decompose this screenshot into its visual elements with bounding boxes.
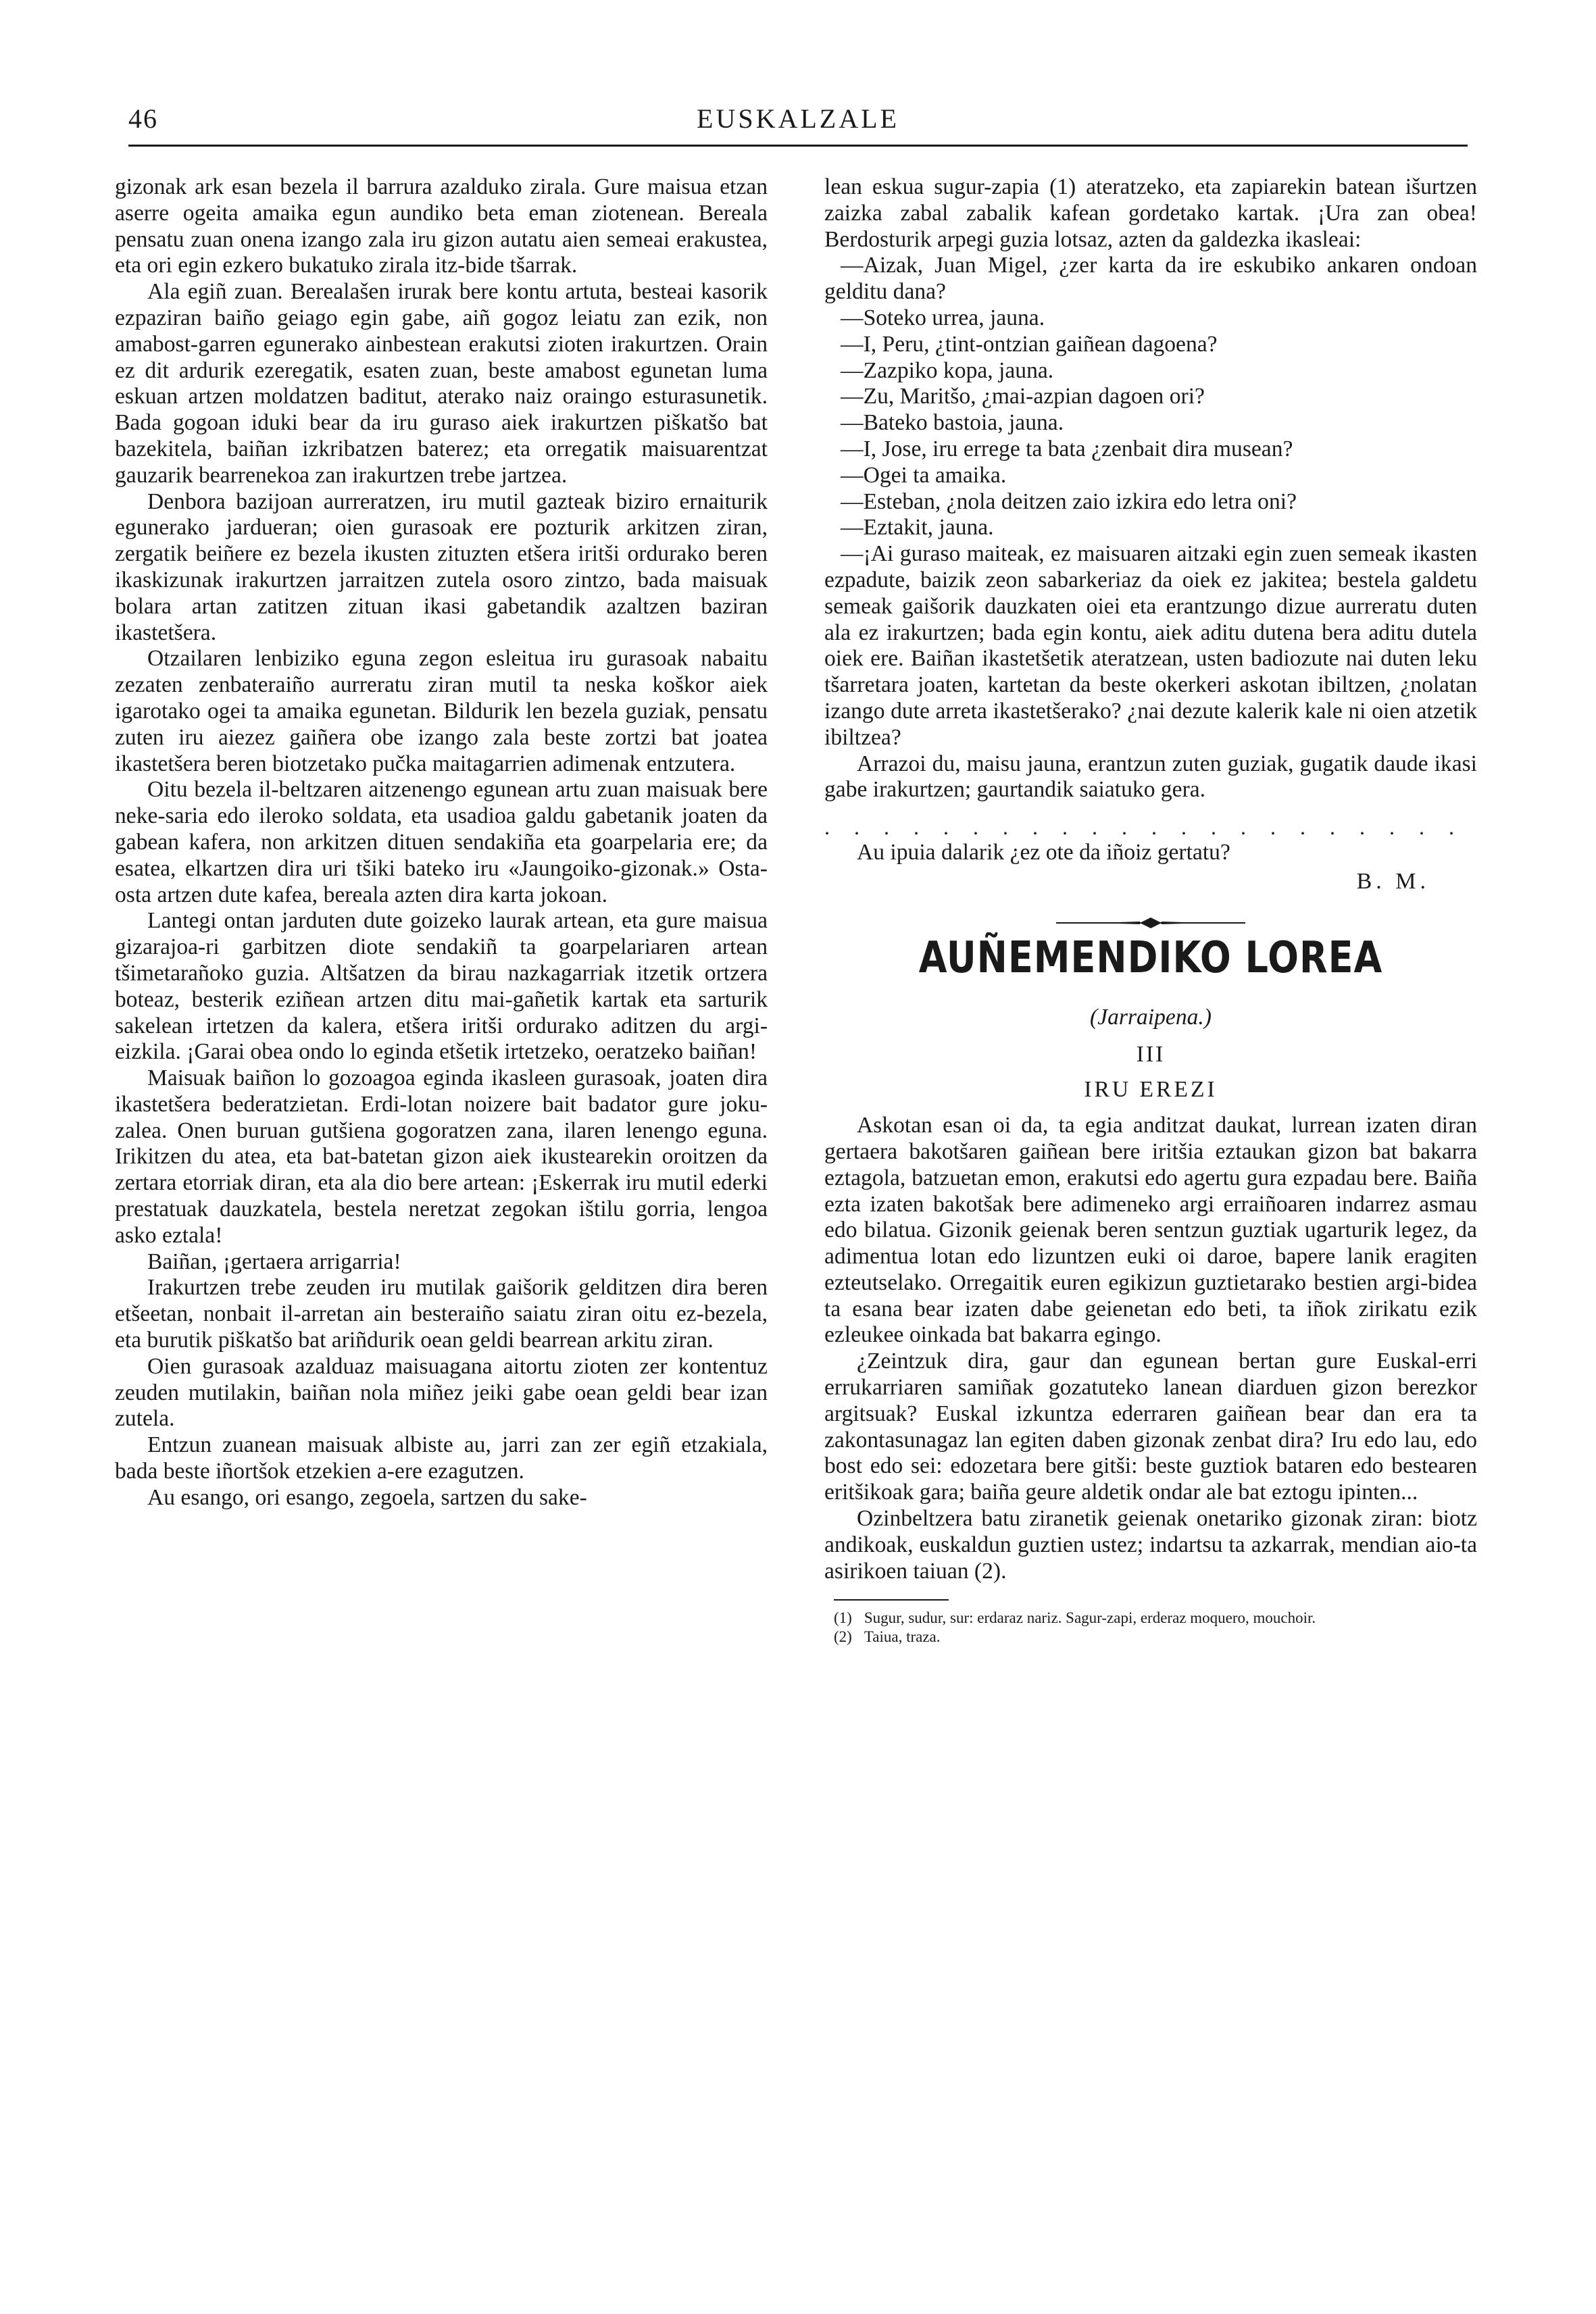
- right-column: [824, 174, 1477, 1646]
- ornament-divider-icon: [1056, 915, 1245, 930]
- closing-question: Au ipuia dalarik ¿ez ote da iñoiz gertatu?: [857, 840, 1230, 865]
- paragraph: ¿Zeintzuk dira, gaur dan egunean bertan gure Euskal-erri errukarriaren samiñak gozatuteko lanean diarduen gizon berezkor argitsuak? Euskal izkuntza ederraren gaiñean bear dan era ta zakontasunagaz lan egiten daben gizonak zenbat dira? Iru edo lau, edo bost edo sei: edozetara bere gitši: beste guztiok bataren edo bestearen eritšikoak gara; baiña geure aldetik ondar ale bat eztogu ipinten...: [824, 1349, 1477, 1505]
- dialogue-line: —Esteban, ¿nola deitzen zaio izkira edo letra oni?: [841, 488, 1297, 514]
- section-title: AUÑEMENDIKO LOREA: [918, 932, 1383, 983]
- dialogue-line: —Ogei ta amaika.: [841, 462, 1007, 488]
- footnote: [824, 1609, 1477, 1628]
- paragraph: Askotan esan oi da, ta egia anditzat daukat, lurrean izaten diran gertaera bakotšaren gaiñean bere iritšia eztaukan gizon bat bakarra eztagola, batzuetan emon, erakutsi edo agertu gura ezpadau bere. Baiña ezta izaten bakotšak bere adimeneko argi erraiñoaren indarrez asmau edo bilatua. Gizonik geienak beren sentzun guztiak ugarturik legez, da adimentua lotan edo lizuntzen euki oi daroe, bapere lanik eragiten ezteutselako. Orregaitik euren egikizun guztietarako bestien argi-bidea ta esana bear izaten dabe geienetan edo beti, ta iñok zirikatu ezik ezleukee oinkada bat bakarra egingo.: [824, 1113, 1477, 1348]
- page-header: [128, 103, 1468, 151]
- dialogue-line: —Aizak, Juan Migel, ¿zer karta da ire eskubiko ankaren ondoan gelditu dana?: [824, 253, 1477, 305]
- page-number: 46: [128, 103, 158, 134]
- paragraph: Denbora bazijoan aurreratzen, iru mutil gazteak biziro ernaiturik egunerako jardueran; oien gurasoak ere pozturik arkitzen ziran, zergatik beiñere ez bezela ikusten zituzten etšera iritši ordurako beren ikaskizunak irakurtzen jarraitzen zutela osoro zintzo, bada maisuak bolara artan zatitzen zituan ikasi gabetandik azaltzen baziran ikastetšera.: [115, 488, 768, 645]
- paragraph: Arrazoi du, maisu jauna, erantzun zuten guziak, gugatik daude ikasi gabe irakurtzen; gaurtandik saiatuko gera.: [824, 751, 1477, 803]
- author-signature: B. M.: [1356, 868, 1430, 894]
- left-column: [115, 174, 768, 1511]
- paragraph: Otzailaren lenbiziko eguna zegon esleitua iru gurasoak nabaitu zezaten zenbateraiño aurreratu ziran mutil ta neska koškor aiek igarotako ogei ta amaika egunetan. Bildurik len bezela guziak, pensatu zuten iru aiezez gaiñera obe izango zala beste zortzi bat joatea ikastetšera beren biotzetako pučka maitagarrien adimenak entzutera.: [115, 646, 768, 776]
- chapter-number: III: [1136, 1041, 1166, 1067]
- paragraph: Oitu bezela il-beltzaren aitzenengo egunean artu zuan maisuak bere neke-saria edo ileroko soldata, eta usadioa galdu gabetanik joaten da gabean kafera, non arkitzen dituen sendakiña eta goarpelaria ere; da esatea, elkartzen dira uri tšiki bateko iru «Jaungoiko-gizonak.» Osta-osta artzen dute kafea, bereala azten dira karta jokoan.: [115, 777, 768, 907]
- dialogue-line: —Eztakit, jauna.: [841, 515, 994, 540]
- paragraph: Au esango, ori esango, zegoela, sartzen du sake-: [147, 1484, 587, 1510]
- running-title: EUSKALZALE: [697, 103, 899, 134]
- paragraph: Lantegi ontan jarduten dute goizeko laurak artean, eta gure maisua gizarajoa-ri garbitzen diote sendakiñ ta goarpelariaren artean tšimetarañoko guzia. Altšatzen da birau nazkagarriak itzetik ortzera boteaz, besterik eziñean artzen ditu mai-gañetik kartak eta sarturik sakelean irtetzen da kalera, etšera iritši ordurako aditzen du argi-eizkila. ¡Garai obea ondo lo eginda etšetik irtetzeko, oeratzeko baiñan!: [115, 908, 768, 1065]
- paragraph: Baiñan, ¡gertaera arrigarria!: [147, 1249, 401, 1274]
- paragraph: gizonak ark esan bezela il barrura azalduko zirala. Gure maisua etzan aserre ogeita amaika egun aundiko beta eman ziotenean. Bereala pensatu zuan onena izango zala iru gizon autatu aien semeai erakustea, eta ori egin ezkero bukatuko zirala itz-bide tšarrak.: [115, 174, 768, 278]
- dialogue-line: —Zu, Maritšo, ¿mai-azpian dagoen ori?: [841, 384, 1205, 409]
- paragraph: lean eskua sugur-zapia (1) ateratzeko, eta zapiarekin batean išurtzen zaizka zabal zabalik kafean gordetako kartak. ¡Ura zan obea! Berdosturik arpegi guzia lotsaz, azten da galdezka ikasleai:: [824, 174, 1477, 252]
- footnote-text: Sugur, sudur, sur: erdaraz nariz. Sagur-zapi, erderaz moquero, mouchoir.: [864, 1609, 1316, 1627]
- paragraph: Ozinbeltzera batu ziranetik geienak onetariko gizonak ziran: biotz andikoak, euskaldun guztien ustez; indartsu ta azkarrak, mendian aio-ta asirikoen taiuan (2).: [824, 1506, 1477, 1584]
- dialogue-line: —¡Ai guraso maiteak, ez maisuaren aitzaki egin zuen semeak ikasten ezpadute, baizik zeon sabarkeriaz da oiek ez jakitea; bestela galdetu semeak gaišorik dauzkaten oiei eta erantzungo dizue aurreratu duten ala ez irakurtzen; bada egin kontu, aiek aditu dutena bera aditu dutela oiek ere. Baiñan ikastetšetik ateratzean, usten badiozute nai duten leku tšarretara joaten, kartetan da beste okerkeri askotan ibiltzen, ¿nolatan izango dute arreta ikastetšerako? ¿nai dezute kalerik kale ni oien atzetik ibiltzea?: [824, 541, 1477, 750]
- footnote-rule: [834, 1599, 949, 1601]
- ellipsis-divider: . . . . . . . . . . . . . . . . . . . . . .: [824, 815, 1464, 840]
- paragraph: Entzun zuanean maisuak albiste au, jarri zan zer egiñ etzakiala, bada beste iñortšok etzekien a-ere ezagutzen.: [115, 1432, 768, 1484]
- paragraph: Maisuak baiñon lo gozoagoa eginda ikasleen gurasoak, joaten dira ikastetšera bederatzietan. Erdi-lotan noizere bait badator gure joku-zalea. Onen buruan gutšiena gogoratzen zana, ilaren lenengo eguna. Irikitzen du atea, eta bat-batetan gizon aiek ikustearekin oroitzen da zertara etorriak diran, eta ala dio bere artean: ¡Eskerrak iru mutil ederki prestatuak dauzkatela, bestela neretzat zegokan ištilu gorria, lengoa asko eztala!: [115, 1065, 768, 1248]
- paragraph: Oien gurasoak azalduaz maisuagana aitortu zioten zer kontentuz zeuden mutilakin, baiñan nola miñez jeiki gabe oean geldi bear izan zutela.: [115, 1353, 768, 1432]
- chapter-title: IRU EREZI: [1084, 1077, 1218, 1103]
- dialogue-line: —Soteko urrea, jauna.: [841, 305, 1045, 330]
- footnote: [824, 1628, 1477, 1646]
- dialogue-line: —I, Jose, iru errege ta bata ¿zenbait dira musean?: [841, 436, 1293, 461]
- dialogue-line: —Bateko bastoia, jauna.: [841, 410, 1064, 436]
- footnote-text: Taiua, traza.: [864, 1628, 941, 1646]
- footnote-mark: (2): [834, 1628, 852, 1646]
- dialogue-line: —I, Peru, ¿tint-ontzian gaiñean dagoena?: [841, 331, 1218, 357]
- section-subtitle: (Jarraipena.): [1090, 1004, 1212, 1030]
- footnote-mark: (1): [834, 1609, 852, 1627]
- header-rule: [128, 145, 1468, 147]
- dialogue-line: —Zazpiko kopa, jauna.: [841, 357, 1054, 383]
- paragraph: Irakurtzen trebe zeuden iru mutilak gaišorik gelditzen dira beren etšeetan, nonbait il-arretan ain besteraiño saiatu ziran oitu ez-bezela, eta burutik piškatšo bat ariñdurik oean geldi bearrean arkitu ziran.: [115, 1275, 768, 1353]
- paragraph: Ala egiñ zuan. Berealašen irurak bere kontu artuta, besteai kasorik ezpaziran baiño geiago egin gabe, aiñ gogoz leiatu zan ezik, non amabost-garren egunerako ainbestean erakutsi zioten irakurtzen. Orain ez dit ardurik ezeregatik, esaten zuan, beste amabost egunetan luma eskuan artzen moldatzen baditut, aterako naiz oraingo esturasunetik. Bada gogoan iduki bear da iru guraso aiek irakurtzen piškatšo bat bazekitela, baiñan izkribatzen baterez; eta orregatik maisuarentzat gauzarik bearrenekoa zan irakurtzen trebe jartzea.: [115, 279, 768, 488]
